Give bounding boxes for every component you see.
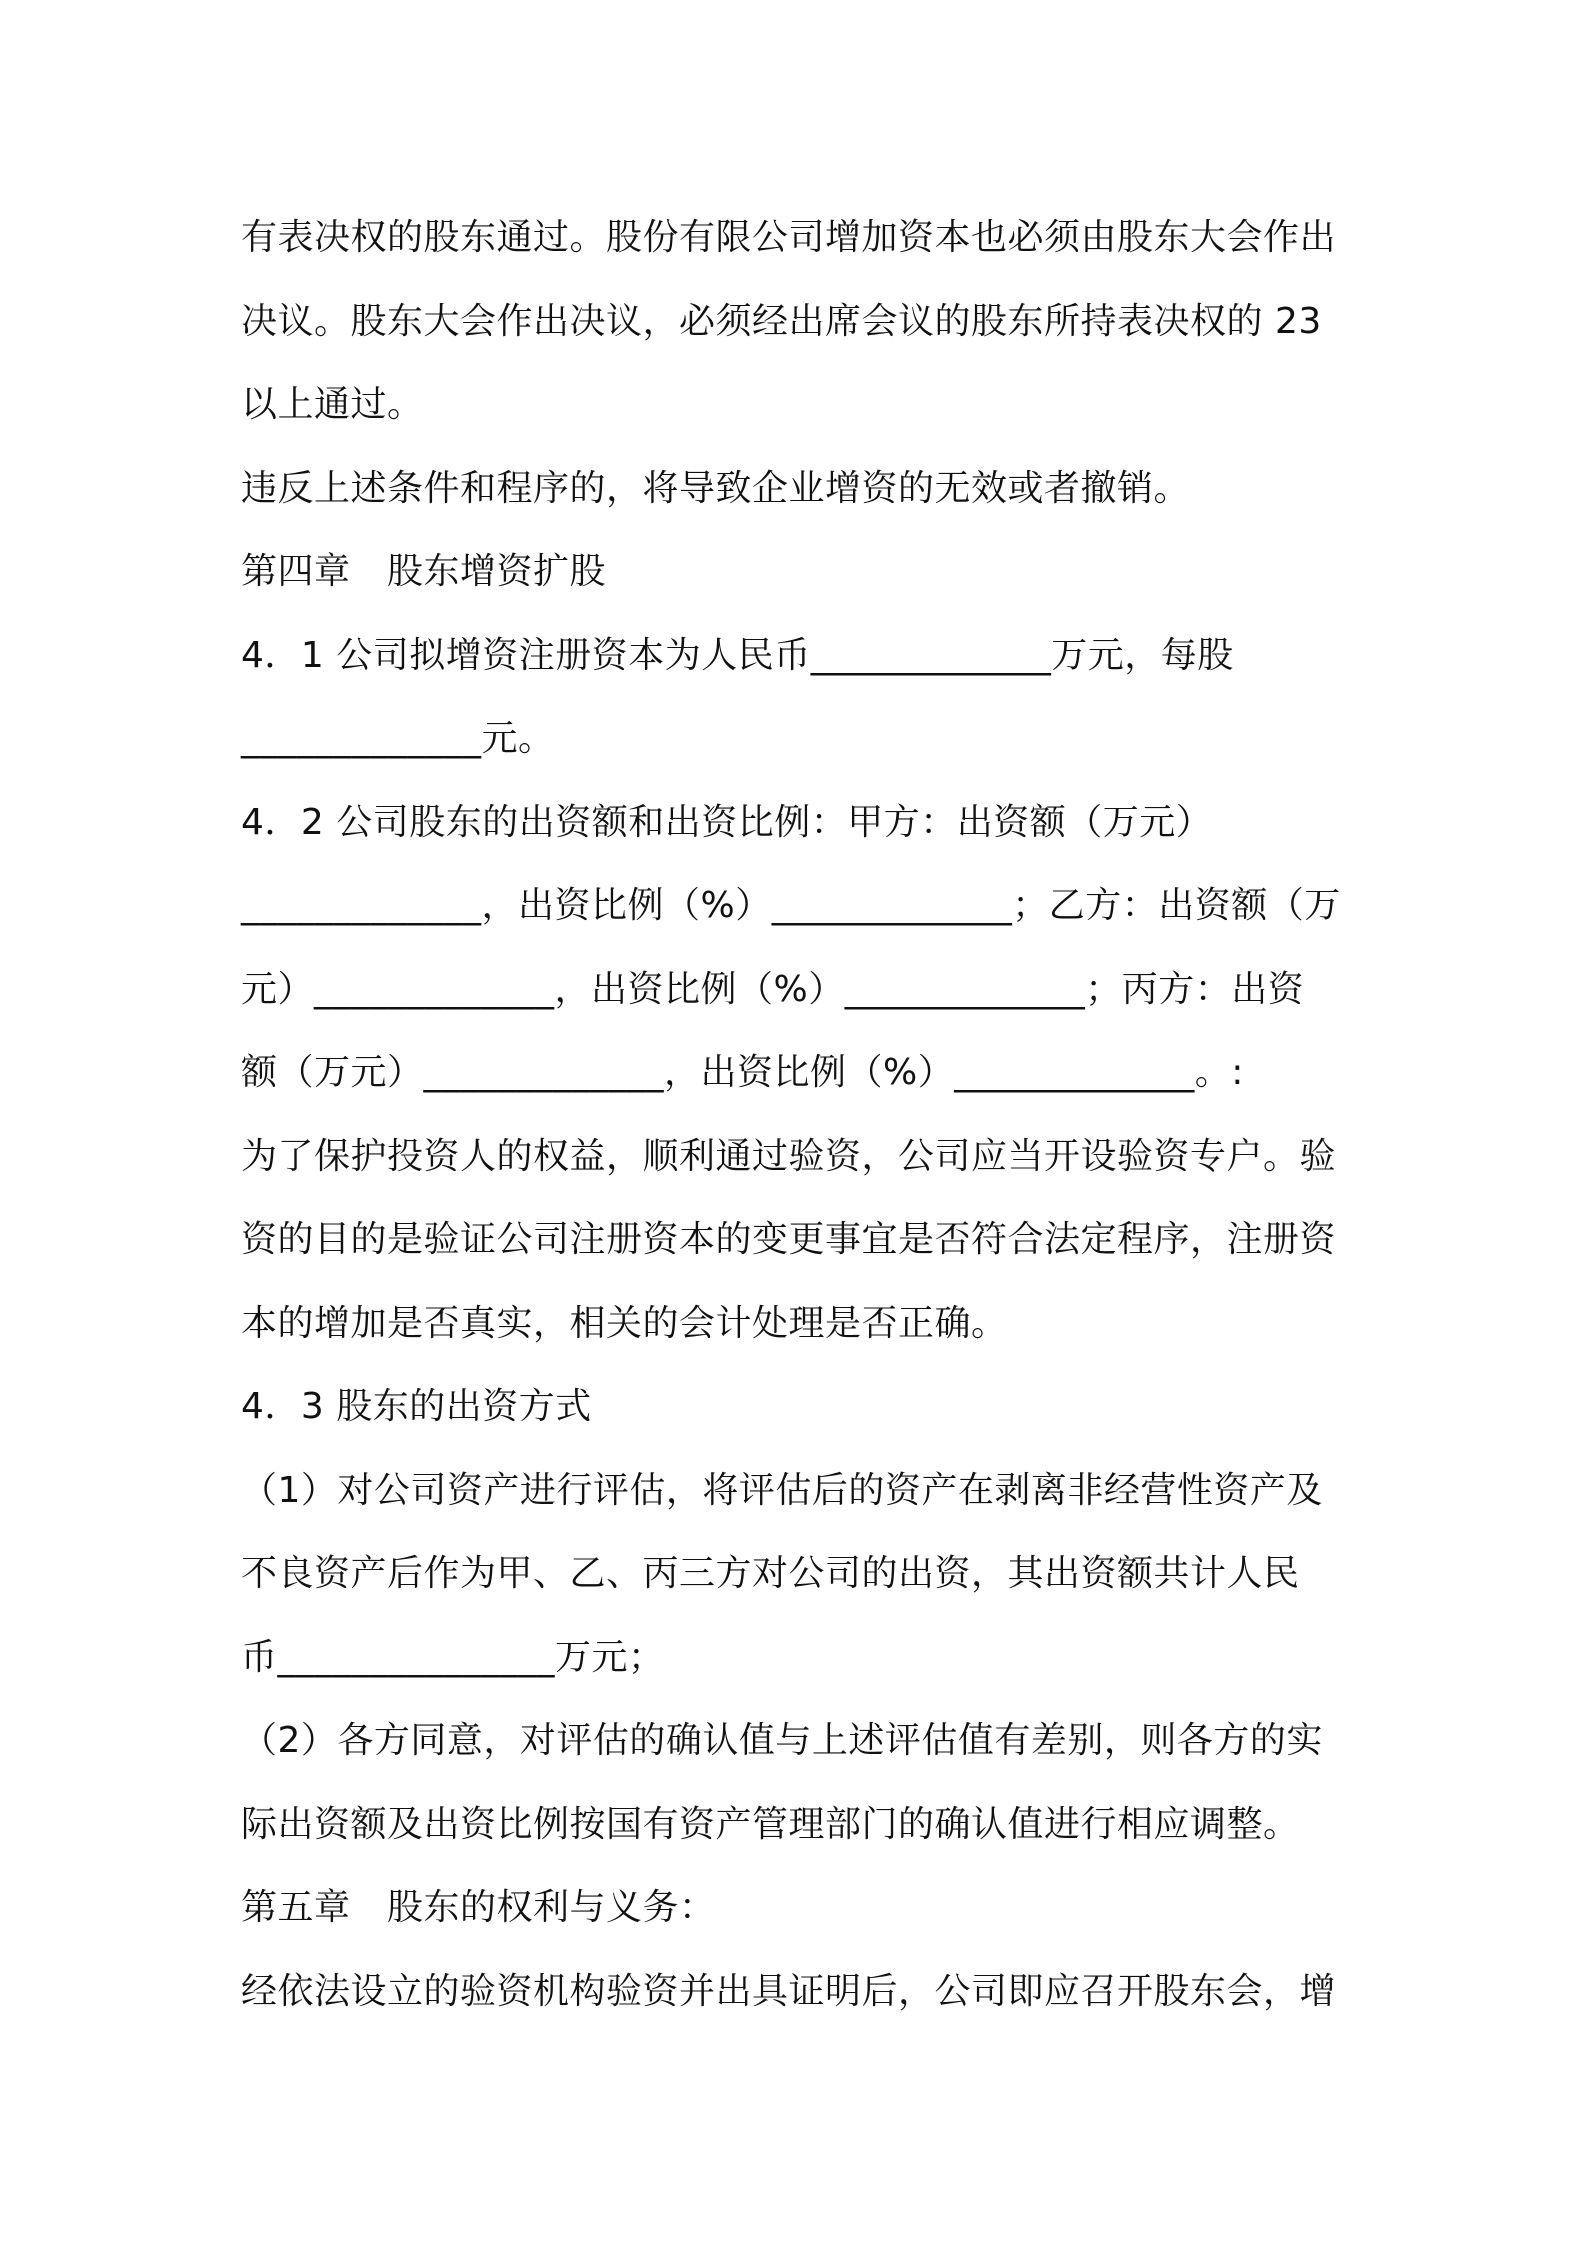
text-line: 为了保护投资人的权益，顺利通过验资，公司应当开设验资专户。验 (241, 1135, 1337, 1177)
text-line: 有表决权的股东通过。股份有限公司增加资本也必须由股东大会作出 (241, 217, 1337, 258)
text-line: 4．2 公司股东的出资额和出资比例：甲方：出资额（万元） (241, 801, 1213, 843)
text-line: 不良资产后作为甲、乙、丙三方对公司的出资，其出资额共计人民 (241, 1553, 1300, 1594)
text-line: 违反上述条件和程序的，将导致企业增资的无效或者撤销。 (241, 467, 1191, 509)
chapter-heading: 第五章 股东的权利与义务： (241, 1887, 716, 1928)
text-line: 际出资额及出资比例按国有资产管理部门的确认值进行相应调整。 (241, 1803, 1300, 1845)
text-line: 本的增加是否真实，相关的会计处理是否正确。 (241, 1302, 1008, 1344)
text-line: 额（万元）_____________，出资比例（%）_____________。: (241, 1052, 1244, 1093)
text-line: 资的目的是验证公司注册资本的变更事宜是否符合法定程序，注册资 (241, 1219, 1337, 1260)
text-line: 币_______________万元； (241, 1636, 665, 1678)
text-line: 4．1 公司拟增资注册资本为人民币_____________万元，每股 (241, 634, 1234, 676)
text-line: 以上通过。 (241, 384, 424, 425)
text-line: _____________元。 (241, 718, 555, 759)
document-body (241, 196, 1361, 2033)
chapter-heading: 第四章 股东增资扩股 (241, 551, 607, 592)
text-line: 决议。股东大会作出决议，必须经出席会议的股东所持表决权的 23 (241, 300, 1322, 342)
text-line: （2）各方同意，对评估的确认值与上述评估值有差别，则各方的实 (241, 1720, 1323, 1761)
text-line: _____________，出资比例（%）_____________；乙方：出资额（万 (241, 885, 1341, 926)
text-line: 经依法设立的验资机构验资并出具证明后，公司即应召开股东会，增 (241, 1970, 1337, 2012)
section-heading: 4．3 股东的出资方式 (241, 1386, 592, 1427)
text-line: 元）_____________，出资比例（%）_____________；丙方：出资 (241, 968, 1305, 1010)
text-line: （1）对公司资产进行评估，将评估后的资产在剥离非经营性资产及 (241, 1469, 1323, 1511)
